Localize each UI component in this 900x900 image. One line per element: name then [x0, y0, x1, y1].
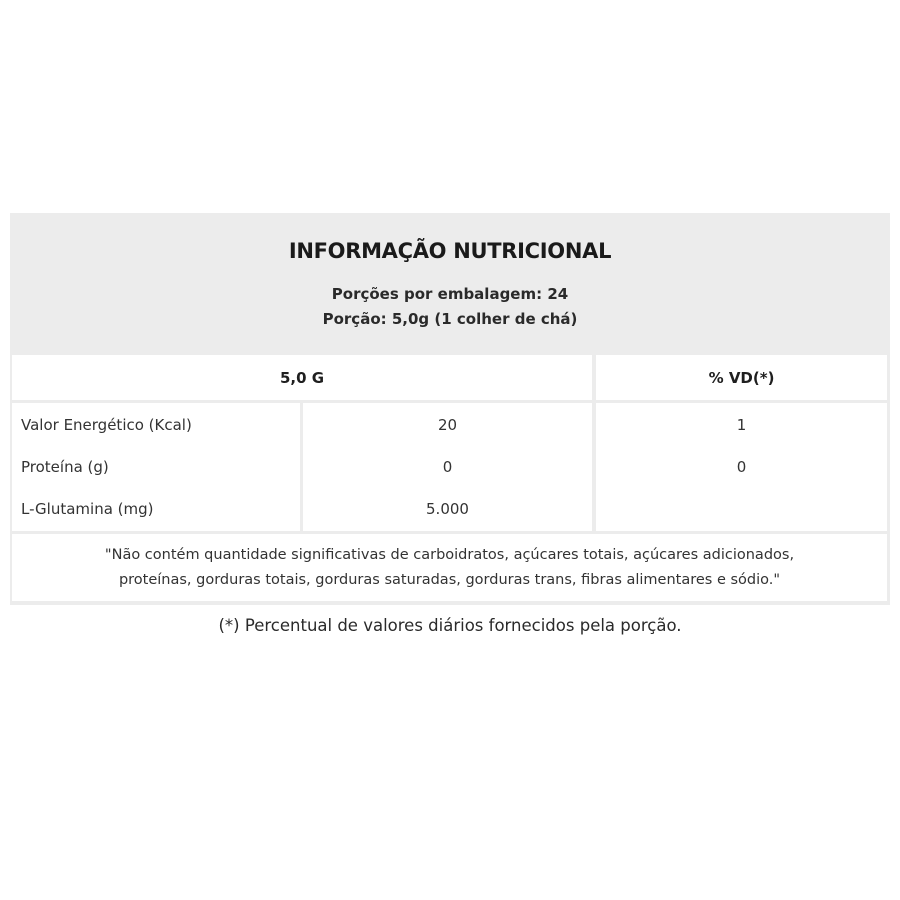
nutrition-title: INFORMAÇÃO NUTRICIONAL	[288, 239, 612, 263]
column-header-amount	[12, 355, 592, 400]
column-header-amount-label: 5,0 G	[279, 368, 325, 387]
table-row-label: Proteína (g)	[21, 458, 109, 476]
column-header-dv-label: % VD(*)	[708, 368, 775, 387]
note-line-2: proteínas, gorduras totais, gorduras saturadas, gorduras trans, fibras alimentares e sódio."	[118, 571, 781, 588]
table-row-amount: 0	[442, 458, 453, 476]
table-row-amount: 5.000	[426, 500, 469, 518]
table-row-label: L-Glutamina (mg)	[21, 500, 154, 518]
nutrition-facts-panel	[10, 213, 890, 605]
dv-column	[596, 403, 887, 531]
note-line-1: "Não contém quantidade significativas de carboidratos, açúcares totais, açúcares adicionados,	[104, 546, 795, 563]
amount-column	[303, 403, 592, 531]
table-row-label: Valor Energético (Kcal)	[21, 416, 192, 434]
table-row-amount: 20	[437, 416, 458, 434]
dv-footnote: (*) Percentual de valores diários fornecidos pela porção.	[218, 616, 682, 635]
nutrition-header	[10, 213, 890, 353]
servings-per-package: Porções por embalagem: 24	[331, 285, 569, 303]
table-row-dv: 0	[736, 458, 747, 476]
table-row-dv: 1	[736, 416, 747, 434]
column-header-dv	[596, 355, 887, 400]
nutrient-labels-column	[12, 403, 300, 531]
nutrition-note	[12, 534, 887, 601]
serving-size: Porção: 5,0g (1 colher de chá)	[322, 310, 578, 328]
